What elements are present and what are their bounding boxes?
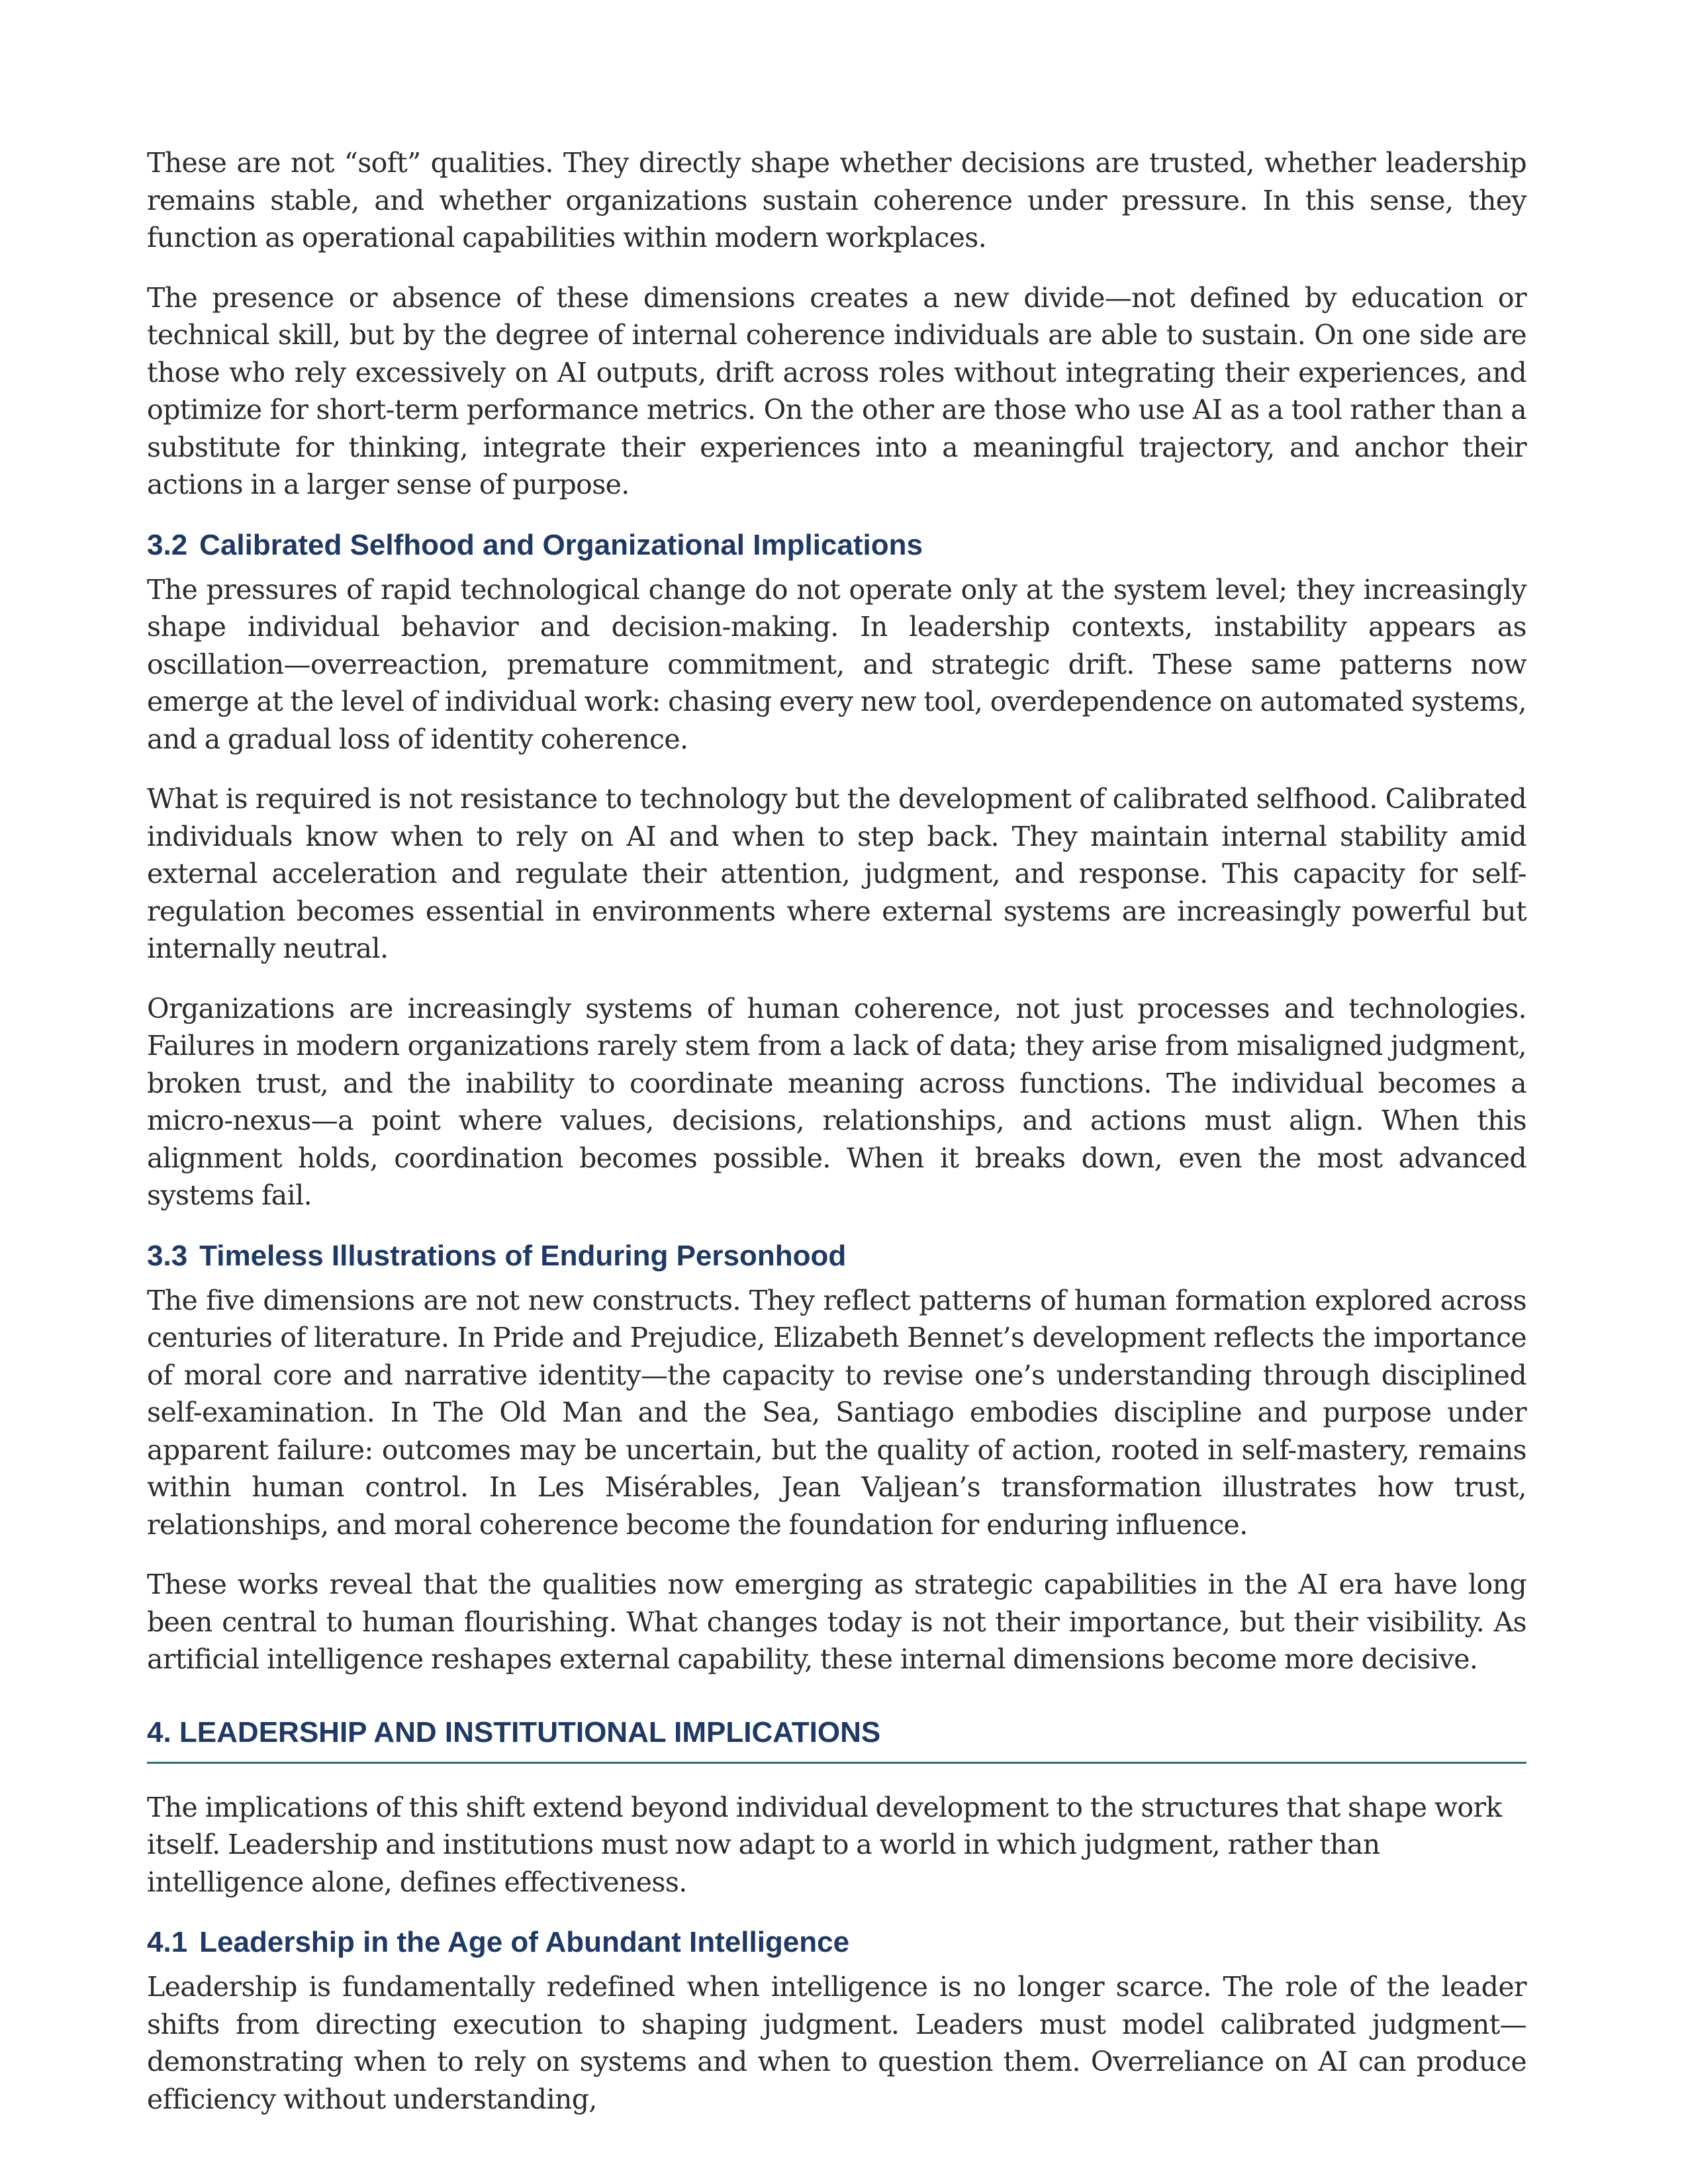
section-number: 3.2 <box>147 528 188 561</box>
body-paragraph: These works reveal that the qualities now emerging as strategic capabilities in the AI era have long been central to human flourishing. What changes today is not their importance, but their visibility. As artificial intelligence reshapes external capability, these internal dimensions become more decisive. <box>147 1569 1526 1675</box>
body-paragraph: These are not “soft” qualities. They directly shape whether decisions are trusted, whether leadership remains stable, and whether organizations sustain coherence under pressure. In this sense, they function as operational capabilities within modern workplaces. <box>147 147 1526 253</box>
section-heading-4-1 <box>147 1923 1526 1962</box>
body-paragraph: Organizations are increasingly systems of human coherence, not just processes and technologies. Failures in modern organizations rarely stem from a lack of data; they arise from misaligned judgment, broken trust, and the inability to coordinate meaning across functions. The individual becomes a micro-nexus—a point where values, decisions, relationships, and actions must align. When this alignment holds, coordination becomes possible. When it breaks down, even the most advanced systems fail. <box>147 992 1526 1211</box>
chapter-heading-4: 4. LEADERSHIP AND INSTITUTIONAL IMPLICATIONS <box>147 1713 1526 1764</box>
section-title: Leadership in the Age of Abundant Intelligence <box>199 1926 850 1958</box>
body-paragraph: Leadership is fundamentally redefined when intelligence is no longer scarce. The role of the leader shifts from directing execution to shaping judgment. Leaders must model calibrated judgment—demonstrating when to rely on systems and when to question them. Overreliance on AI can produce efficiency without understanding, <box>147 1971 1526 2115</box>
section-heading-3-2 <box>147 526 1526 565</box>
body-paragraph: What is required is not resistance to technology but the development of calibrated selfhood. Calibrated individuals know when to rely on AI and when to step back. They maintain internal stability amid external acceleration and regulate their attention, judgment, and response. This capacity for self-regulation becomes essential in environments where external systems are increasingly powerful but internally neutral. <box>147 783 1526 964</box>
body-paragraph: The five dimensions are not new constructs. They reflect patterns of human formation explored across centuries of literature. In Pride and Prejudice, Elizabeth Bennet’s development reflects the importance of moral core and narrative identity—the capacity to revise one’s understanding through disciplined self-examination. In The Old Man and the Sea, Santiago embodies discipline and purpose under apparent failure: outcomes may be uncertain, but the quality of action, rooted in self-mastery, remains within human control. In Les Misérables, Jean Valjean’s transformation illustrates how trust, relationships, and moral coherence become the foundation for enduring influence. <box>147 1284 1526 1541</box>
body-paragraph: The presence or absence of these dimensions creates a new divide—not defined by education or technical skill, but by the degree of internal coherence individuals are able to sustain. On one side are those who rely excessively on AI outputs, drift across roles without integrating their experiences, and optimize for short-term performance metrics. On the other are those who use AI as a tool rather than a substitute for thinking, integrate their experiences into a meaningful trajectory, and anchor their actions in a larger sense of purpose. <box>147 281 1526 500</box>
section-title: Timeless Illustrations of Enduring Personhood <box>199 1239 847 1272</box>
section-number: 4.1 <box>147 1926 188 1958</box>
section-title: Calibrated Selfhood and Organizational Implications <box>199 528 923 561</box>
document-page <box>147 144 1526 2140</box>
body-paragraph: The pressures of rapid technological change do not operate only at the system level; they increasingly shape individual behavior and decision-making. In leadership contexts, instability appears as oscillation—overreaction, premature commitment, and strategic drift. These same patterns now emerge at the level of individual work: chasing every new tool, overdependence on automated systems, and a gradual loss of identity coherence. <box>147 573 1526 755</box>
body-paragraph: The implications of this shift extend beyond individual development to the structures that shape work itself. Leadership and institutions must now adapt to a world in which judgment, rather than intelligence alone, defines effectiveness. <box>147 1791 1502 1898</box>
section-number: 3.3 <box>147 1239 188 1272</box>
section-heading-3-3 <box>147 1237 1526 1275</box>
